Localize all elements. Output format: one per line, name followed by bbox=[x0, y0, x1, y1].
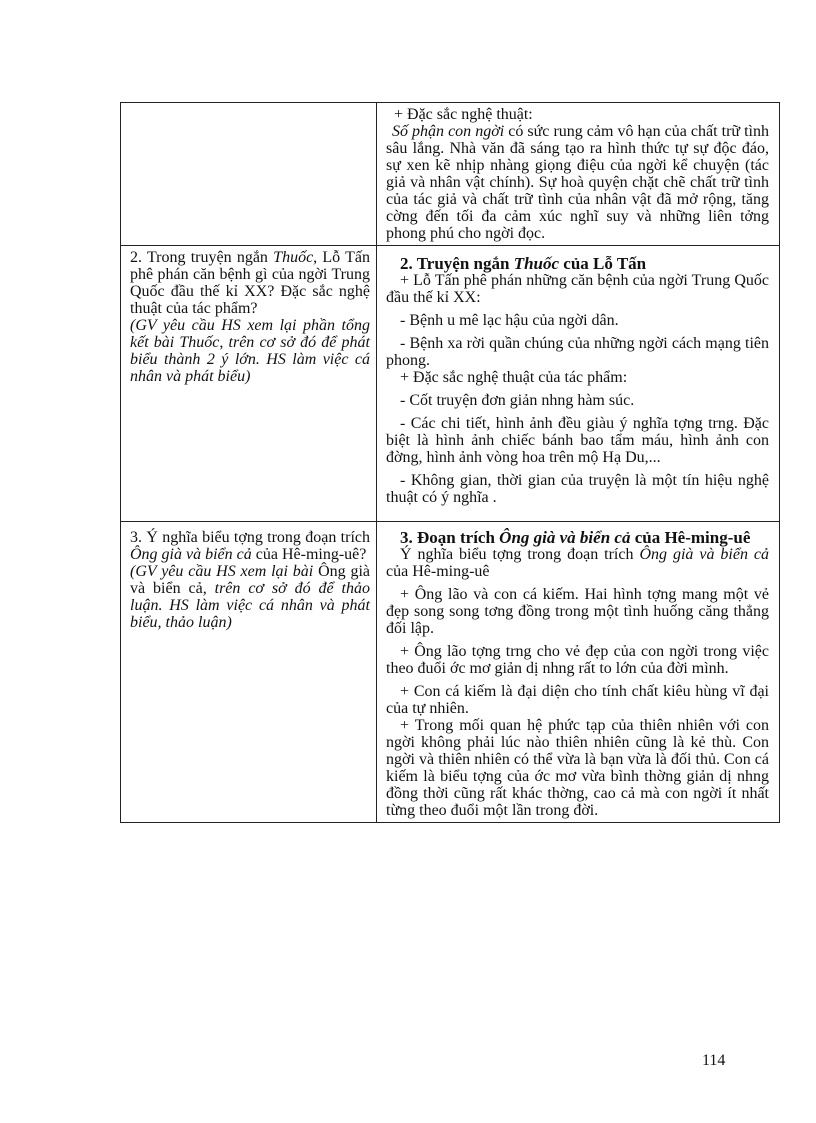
answer-line: + Đặc sắc nghệ thuật: bbox=[394, 106, 533, 123]
answer-cell-3 bbox=[377, 522, 780, 823]
answer-paragraph: Số phận con ngời có sức rung cảm vô hạn của chất trữ tình sâu lắng. Nhà văn đã sáng tạo ra hình thức tự sự độc đáo, sự xen kẽ nhịp nhàng giọng điệu của ngời kể chuyện (tác giả và nhân vật chính). Sự hoà quyện chặt chẽ chất trữ tình của tác giả và chất trữ tình của nhân vật đã mở rộng, tăng cờng đến tối đa cảm xúc nghĩ suy và những liên tởng phong phú cho ngời đọc. bbox=[386, 123, 769, 242]
table-row-1 bbox=[121, 103, 780, 246]
answer-line: + Lỗ Tấn phê phán những căn bệnh của ngời Trung Quốc đầu thế kỉ XX: bbox=[386, 272, 769, 306]
answer-line: + Trong mối quan hệ phức tạp của thiên nhiên với con ngời không phải lúc nào thiên nhiên cũng là kẻ thù. Con ngời và thiên nhiên có thể vừa là bạn vừa là đối thủ. Con cá kiếm là biểu tợng của ớc mơ vừa bình thờng giản dị nhng đồng thời cũng rất khác thờng, cao cả mà con ngời ít nhất từng theo đuổi một lần trong đời. bbox=[386, 717, 769, 819]
section-heading: 3. Đoạn trích Ông già và biển cả của Hê-ming-uê bbox=[400, 528, 751, 547]
answer-line: - Các chi tiết, hình ảnh đều giàu ý nghĩa tợng trng. Đặc biệt là hình ảnh chiếc bánh bao tẩm máu, hình ảnh con đờng, hình ảnh vòng hoa trên mộ Hạ Du,... bbox=[386, 415, 769, 466]
answer-line: - Bệnh xa rời quần chúng của những ngời cách mạng tiên phong. bbox=[386, 335, 769, 369]
page-number: 114 bbox=[702, 1052, 726, 1069]
teacher-instruction: (GV yêu cầu HS xem lại phần tổng kết bài Thuốc, trên cơ sở đó để phát biểu thành 2 ý lớn. HS làm việc cá nhân và phát biểu) bbox=[130, 317, 370, 385]
review-table bbox=[120, 102, 780, 823]
answer-line: - Bệnh u mê lạc hậu của ngời dân. bbox=[400, 312, 619, 329]
table-row-2 bbox=[121, 246, 780, 522]
question-cell-3 bbox=[121, 522, 377, 823]
answer-line: + Ông lão tợng trng cho vẻ đẹp của con ngời trong việc theo đuổi ớc mơ giản dị nhng rất to lớn của đời mình. bbox=[386, 643, 769, 677]
section-heading: 2. Truyện ngắn Thuốc của Lỗ Tấn bbox=[400, 254, 647, 273]
question-cell-1 bbox=[121, 103, 377, 246]
answer-cell-1 bbox=[377, 103, 780, 246]
answer-line: + Đặc sắc nghệ thuật của tác phẩm: bbox=[400, 369, 628, 386]
answer-line: - Không gian, thời gian của truyện là một tín hiệu nghệ thuật có ý nghĩa . bbox=[386, 472, 769, 506]
question-text: 2. Trong truyện ngắn Thuốc, Lỗ Tấn phê phán căn bệnh gì của ngời Trung Quốc đầu thế kỉ XX? Đặc sắc nghệ thuật của tác phẩm? bbox=[130, 249, 370, 317]
answer-line: + Con cá kiếm là đại diện cho tính chất kiêu hùng vĩ đại của tự nhiên. bbox=[386, 683, 769, 717]
answer-line: Ý nghĩa biểu tợng trong đoạn trích Ông già và biển cả của Hê-ming-uê bbox=[386, 546, 770, 580]
answer-line: - Cốt truyện đơn giản nhng hàm súc. bbox=[400, 392, 635, 409]
question-text: 3. Ý nghĩa biểu tợng trong đoạn trích Ông già và biển cả của Hê-ming-uê? bbox=[130, 529, 370, 563]
question-cell-2 bbox=[121, 246, 377, 522]
answer-cell-2 bbox=[377, 246, 780, 522]
teacher-instruction: (GV yêu cầu HS xem lại bài Ông già và biển cả, trên cơ sở đó để thảo luận. HS làm việc cá nhân và phát biểu, thảo luận) bbox=[130, 563, 370, 631]
answer-line: + Ông lão và con cá kiếm. Hai hình tợng mang một vẻ đẹp song song tơng đồng trong một tình huống căng thẳng đối lập. bbox=[386, 586, 769, 637]
table-row-3 bbox=[121, 522, 780, 823]
